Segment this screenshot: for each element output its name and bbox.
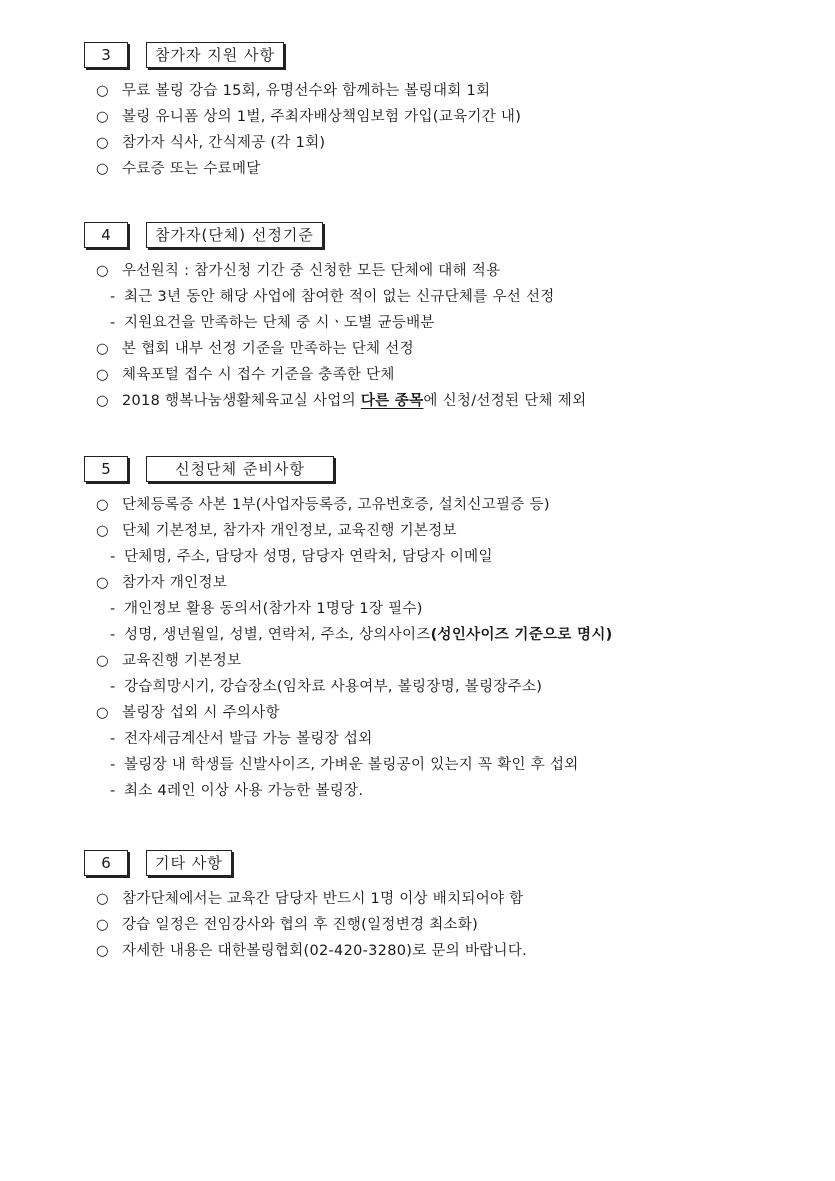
section-5 xyxy=(84,456,764,804)
sub-item xyxy=(84,310,764,336)
item-text: 최근 3년 동안 해당 사업에 참여한 적이 없는 신규단체를 우선 선정 xyxy=(124,289,555,305)
circle-bullet-icon: ○ xyxy=(96,705,109,721)
item-text: 교육진행 기본정보 xyxy=(122,653,242,669)
bold-note: (성인사이즈 기준으로 명시) xyxy=(430,627,613,643)
item-text: 강습 일정은 전임강사와 협의 후 진행(일정변경 최소화) xyxy=(122,917,479,933)
item-text: 단체명, 주소, 담당자 성명, 담당자 연락처, 담당자 이메일 xyxy=(124,549,493,565)
section-number: 5 xyxy=(84,456,128,482)
dash-bullet-icon: - xyxy=(110,731,116,747)
list-item xyxy=(84,258,764,284)
list-item xyxy=(84,570,764,596)
item-text: 개인정보 활용 동의서(참가자 1명당 1장 필수) xyxy=(124,601,423,617)
sub-item xyxy=(84,726,764,752)
item-text: 단체 기본정보, 참가자 개인정보, 교육진행 기본정보 xyxy=(122,523,457,539)
dash-bullet-icon: - xyxy=(110,627,116,643)
sub-item xyxy=(84,752,764,778)
circle-bullet-icon: ○ xyxy=(96,917,109,933)
circle-bullet-icon: ○ xyxy=(96,161,109,177)
circle-bullet-icon: ○ xyxy=(96,135,109,151)
item-text: 참가자 식사, 간식제공 (각 1회) xyxy=(122,135,326,151)
circle-bullet-icon: ○ xyxy=(96,263,109,279)
item-text: 볼링장 섭외 시 주의사항 xyxy=(122,705,280,721)
item-text: 본 협회 내부 선정 기준을 만족하는 단체 선정 xyxy=(122,341,414,357)
list-item xyxy=(84,78,764,104)
dash-bullet-icon: - xyxy=(110,757,116,773)
item-text: 최소 4레인 이상 사용 가능한 볼링장. xyxy=(124,783,364,799)
list-item xyxy=(84,938,764,964)
circle-bullet-icon: ○ xyxy=(96,341,109,357)
list-item xyxy=(84,336,764,362)
circle-bullet-icon: ○ xyxy=(96,109,109,125)
section-3 xyxy=(84,42,764,182)
sub-item xyxy=(84,284,764,310)
circle-bullet-icon: ○ xyxy=(96,497,109,513)
item-text: 참가단체에서는 교육간 담당자 반드시 1명 이상 배치되어야 함 xyxy=(122,891,524,907)
item-text: 에 신청/선정된 단체 제외 xyxy=(423,393,587,409)
section-title: 참가자(단체) 선정기준 xyxy=(146,222,323,248)
item-text: 2018 행복나눔생활체육교실 사업의 xyxy=(122,393,361,409)
item-text: 자세한 내용은 대한볼링협회(02-420-3280)로 문의 바랍니다. xyxy=(122,943,528,959)
item-text: 전자세금계산서 발급 가능 볼링장 섭외 xyxy=(124,731,373,747)
item-text: 체육포털 접수 시 접수 기준을 충족한 단체 xyxy=(122,367,395,383)
list-item xyxy=(84,388,764,414)
circle-bullet-icon: ○ xyxy=(96,367,109,383)
item-text: 수료증 또는 수료메달 xyxy=(122,161,261,177)
item-text: 볼링장 내 학생들 신발사이즈, 가벼운 볼링공이 있는지 꼭 확인 후 섭외 xyxy=(124,757,579,773)
item-text: 참가자 개인정보 xyxy=(122,575,228,591)
section-number: 6 xyxy=(84,850,128,876)
list-item xyxy=(84,700,764,726)
circle-bullet-icon: ○ xyxy=(96,575,109,591)
dash-bullet-icon: - xyxy=(110,549,116,565)
dash-bullet-icon: - xyxy=(110,601,116,617)
section-title: 참가자 지원 사항 xyxy=(146,42,284,68)
list-item xyxy=(84,492,764,518)
circle-bullet-icon: ○ xyxy=(96,523,109,539)
list-item xyxy=(84,130,764,156)
list-item xyxy=(84,362,764,388)
section-title: 기타 사항 xyxy=(146,850,232,876)
dash-bullet-icon: - xyxy=(110,315,116,331)
circle-bullet-icon: ○ xyxy=(96,653,109,669)
item-text: 무료 볼링 강습 15회, 유명선수와 함께하는 볼링대회 1회 xyxy=(122,83,491,99)
sub-item xyxy=(84,778,764,804)
section-number: 4 xyxy=(84,222,128,248)
section-header xyxy=(84,456,764,482)
circle-bullet-icon: ○ xyxy=(96,891,109,907)
list-item xyxy=(84,156,764,182)
sub-item xyxy=(84,622,764,648)
section-4 xyxy=(84,222,764,414)
circle-bullet-icon: ○ xyxy=(96,943,109,959)
dash-bullet-icon: - xyxy=(110,289,116,305)
item-text: 강습희망시기, 강습장소(임차료 사용여부, 볼링장명, 볼링장주소) xyxy=(124,679,543,695)
section-header xyxy=(84,42,764,68)
dash-bullet-icon: - xyxy=(110,679,116,695)
section-6 xyxy=(84,850,764,964)
item-text: 성명, 생년월일, 성별, 연락처, 주소, 상의사이즈 xyxy=(124,627,431,643)
emphasis-text: 다른 종목 xyxy=(360,393,424,409)
section-title: 신청단체 준비사항 xyxy=(146,456,334,482)
list-item xyxy=(84,104,764,130)
list-item xyxy=(84,648,764,674)
section-header xyxy=(84,222,764,248)
item-text: 지원요건을 만족하는 단체 중 시ㆍ도별 균등배분 xyxy=(124,315,435,331)
item-text: 단체등록증 사본 1부(사업자등록증, 고유번호증, 설치신고필증 등) xyxy=(122,497,550,513)
item-text: 우선원칙 : 참가신청 기간 중 신청한 모든 단체에 대해 적용 xyxy=(122,263,501,279)
item-text: 볼링 유니폼 상의 1벌, 주최자배상책임보험 가입(교육기간 내) xyxy=(122,109,522,125)
circle-bullet-icon: ○ xyxy=(96,83,109,99)
sub-item xyxy=(84,544,764,570)
dash-bullet-icon: - xyxy=(110,783,116,799)
list-item xyxy=(84,912,764,938)
section-number: 3 xyxy=(84,42,128,68)
sub-item xyxy=(84,674,764,700)
list-item xyxy=(84,518,764,544)
circle-bullet-icon: ○ xyxy=(96,393,109,409)
sub-item xyxy=(84,596,764,622)
section-header xyxy=(84,850,764,876)
list-item xyxy=(84,886,764,912)
